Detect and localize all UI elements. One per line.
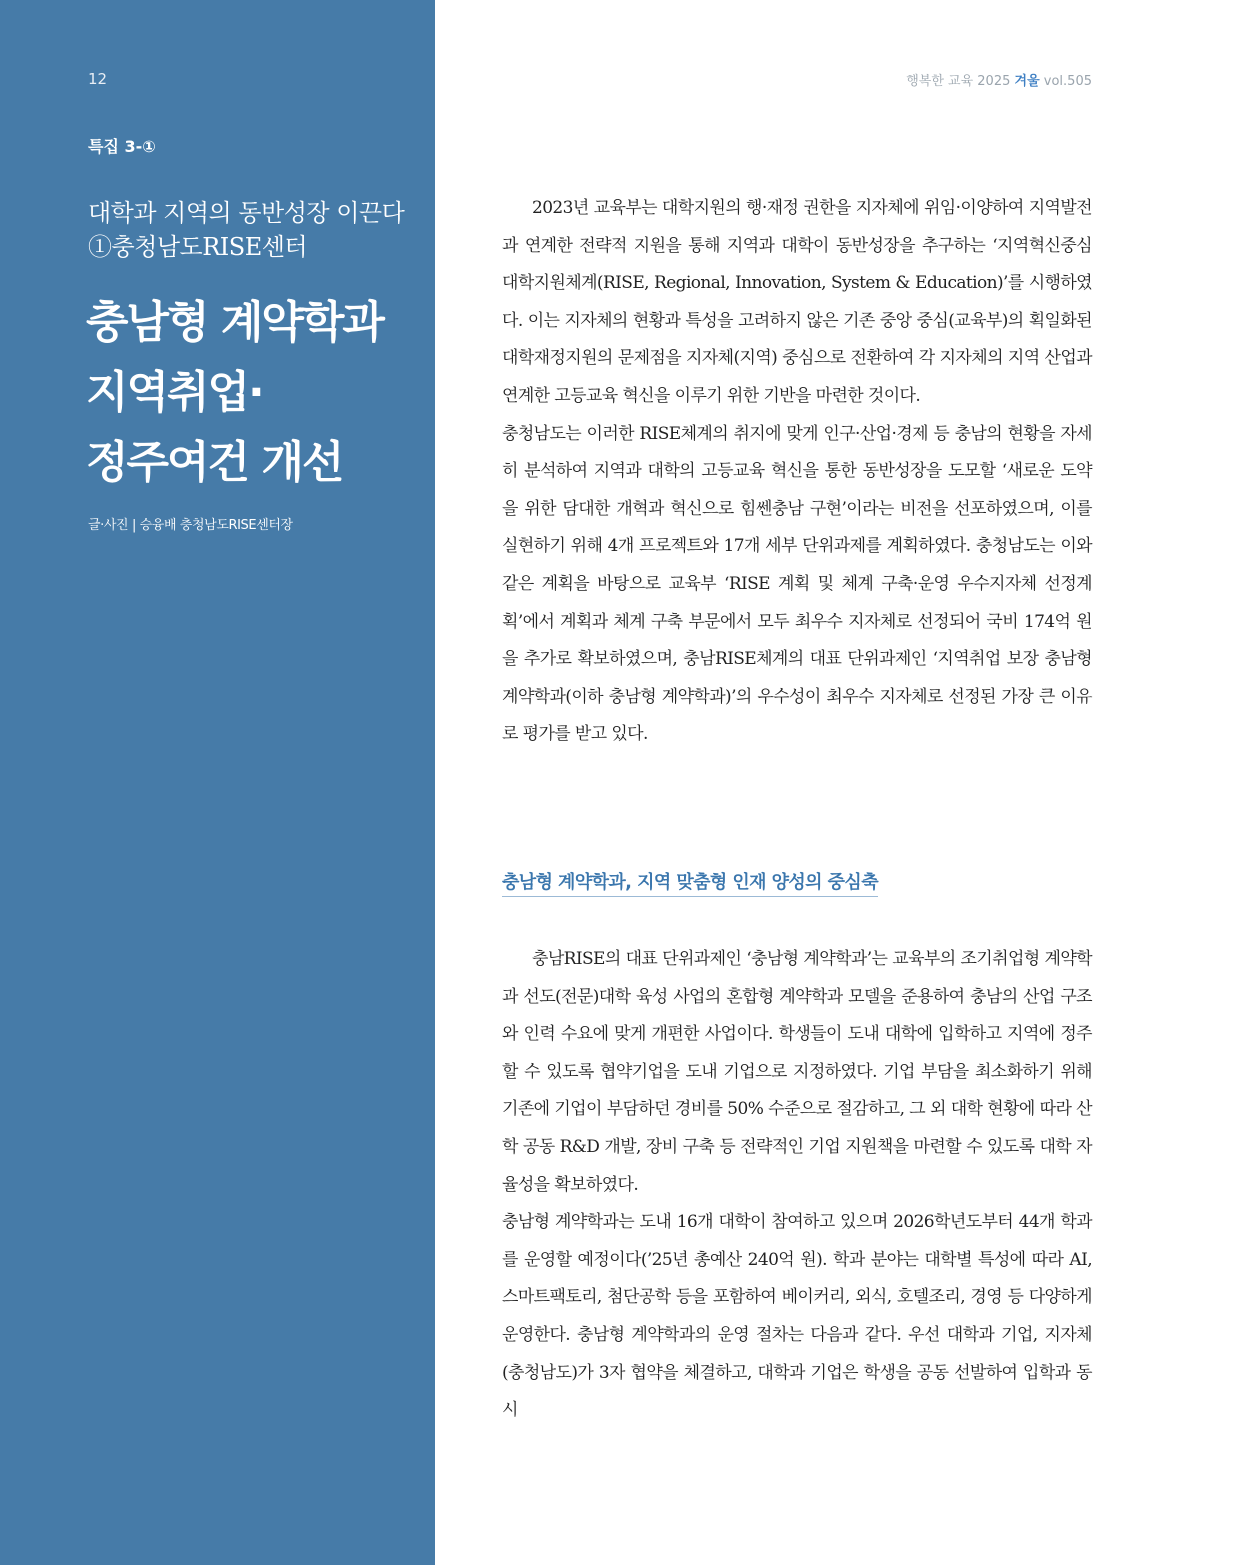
title-sidebar [0,0,435,1565]
article-title-line: 정주여건 개선 [86,437,343,488]
series-title-line: 대학과 지역의 동반성장 이끈다 [88,199,405,227]
series-title [88,196,428,264]
article-title-line: 충남형 계약학과 [86,297,383,348]
body-paragraph: 충남RISE의 대표 단위과제인 ‘충남형 계약학과’는 교육부의 조기취업형 계약학과 선도(전문)대학 육성 사업의 혼합형 계약학과 모델을 준용하여 충남의 산업 구조와 인력 수요에 맞게 개편한 사업이다. 학생들이 도내 대학에 입학하고 지역에 정주할 수 있도록 협약기업을 도내 기업으로 지정하였다. 기업 부담을 최소화하기 위해 기존에 기업이 부담하던 경비를 50% 수준으로 절감하고, 그 외 대학 현황에 따라 산학 공동 R&D 개발, 장비 구축 등 전략적인 기업 지원책을 마련할 수 있도록 대학 자율성을 확보하였다. [502,949,1092,1195]
body-paragraph: 충청남도는 이러한 RISE체계의 취지에 맞게 인구·산업·경제 등 충남의 현황을 자세히 분석하여 지역과 대학의 고등교육 혁신을 통한 동반성장을 도모할 ‘새로운 도약을 위한 담대한 개혁과 혁신으로 힘쎈충남 구현’이라는 비전을 선포하였으며, 이를 실현하기 위해 4개 프로젝트와 17개 세부 단위과제를 계획하였다. 충청남도는 이와 같은 계획을 바탕으로 교육부 ‘RISE 계획 및 체계 구축·운영 우수지자체 선정계획’에서 계획과 체계 구축 부문에서 모두 최우수 지자체로 선정되어 국비 174억 원을 추가로 확보하였으며, 충남RISE체계의 대표 단위과제인 ‘지역취업 보장 충남형 계약학과(이하 충남형 계약학과)’의 우수성이 최우수 지자체로 선정된 가장 큰 이유로 평가를 받고 있다. [502,423,1092,745]
masthead-volume: vol.505 [1043,74,1092,89]
page-number: 12 [88,70,108,88]
byline: 글·사진 | 승융배 충청남도RISE센터장 [88,518,293,533]
article-title [86,288,431,498]
section-subheading: 충남형 계약학과, 지역 맞춤형 인재 양성의 중심축 [502,868,878,897]
masthead [906,70,1092,89]
masthead-prefix: 행복한 교육 2025 [906,74,1011,89]
article-body-section [502,941,1092,1430]
article-title-line: 지역취업· [86,367,263,418]
series-title-line: ①충청남도RISE센터 [88,233,308,261]
masthead-season: 겨울 [1014,74,1040,89]
article-body-intro [502,190,1092,754]
section-tag: 특집 3-① [88,137,156,156]
body-paragraph: 충남형 계약학과는 도내 16개 대학이 참여하고 있으며 2026학년도부터 44개 학과를 운영할 예정이다(’25년 총예산 240억 원). 학과 분야는 대학별 특성에 따라 AI, 스마트팩토리, 첨단공학 등을 포함하여 베이커리, 외식, 호텔조리, 경영 등 다양하게 운영한다. 충남형 계약학과의 운영 절차는 다음과 같다. 우선 대학과 기업, 지자체(충청남도)가 3자 협약을 체결하고, 대학과 기업은 학생을 공동 선발하여 입학과 동시 [502,1212,1092,1421]
body-paragraph: 2023년 교육부는 대학지원의 행·재정 권한을 지자체에 위임·이양하여 지역발전과 연계한 전략적 지원을 통해 지역과 대학이 동반성장을 추구하는 ‘지역혁신중심 대학지원체계(RISE, Regional, Innovation, System & Education)’를 시행하였다. 이는 지자체의 현황과 특성을 고려하지 않은 기존 중앙 중심(교육부)의 획일화된 대학재정지원의 문제점을 지자체(지역) 중심으로 전환하여 각 지자체의 지역 산업과 연계한 고등교육 혁신을 이루기 위한 기반을 마련한 것이다. [502,198,1092,406]
